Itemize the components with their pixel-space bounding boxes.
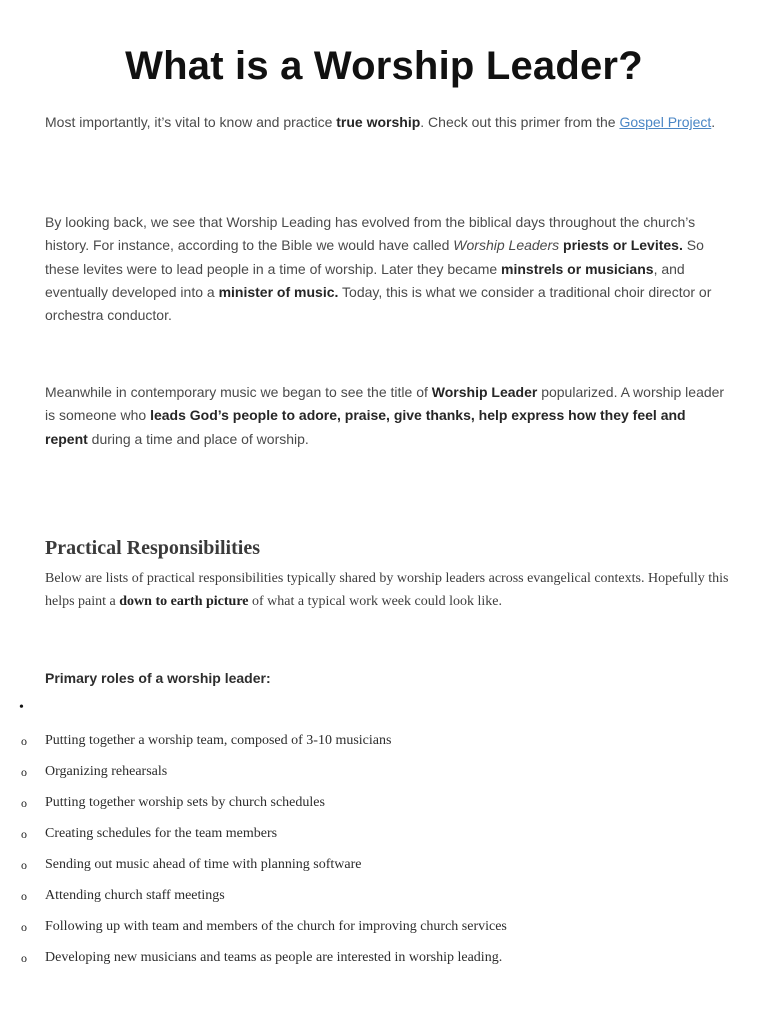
list-item-text: Creating schedules for the team members bbox=[45, 826, 278, 841]
section-heading-practical: Practical Responsibilities bbox=[45, 537, 260, 559]
practical-paragraph bbox=[45, 567, 735, 613]
intro-text: . bbox=[711, 114, 716, 130]
list-item-text: Putting together worship sets by church schedules bbox=[45, 795, 325, 810]
contemporary-text: Meanwhile in contemporary music we began to see the title of bbox=[45, 384, 432, 400]
history-bold-minister: minister of music. bbox=[218, 283, 339, 300]
intro-paragraph bbox=[45, 111, 725, 134]
bullet-marker: o bbox=[21, 889, 27, 903]
bullet-marker: o bbox=[21, 920, 27, 934]
empty-bullet: • bbox=[19, 700, 24, 715]
bullet-marker: o bbox=[21, 827, 27, 841]
history-text: , and eventually developed into a bbox=[45, 260, 685, 300]
list-item-text: Following up with team and members of the church for improving church services bbox=[45, 919, 507, 934]
history-bold-priests: priests or Levites. bbox=[563, 237, 683, 254]
list-item-text: Sending out music ahead of time with planning software bbox=[45, 857, 362, 872]
history-text: By looking back, we see that Worship Leading has evolved from the biblical days throughout the church’s history. For instance, according to the Bible we would have called bbox=[45, 214, 696, 254]
bullet-marker: o bbox=[21, 765, 27, 779]
bullet-marker: o bbox=[21, 734, 27, 748]
practical-bold: down to earth picture bbox=[119, 594, 249, 609]
contemporary-paragraph bbox=[45, 381, 725, 451]
history-paragraph bbox=[45, 211, 725, 327]
list-item bbox=[0, 884, 768, 915]
list-item bbox=[0, 791, 768, 822]
bullet-marker: o bbox=[21, 858, 27, 872]
history-bold-minstrels: minstrels or musicians bbox=[501, 260, 654, 277]
roles-list bbox=[0, 729, 768, 977]
practical-text: of what a typical work week could look like. bbox=[248, 594, 502, 609]
list-item-text: Developing new musicians and teams as people are interested in worship leading. bbox=[45, 950, 503, 965]
list-item bbox=[0, 729, 768, 760]
list-item bbox=[0, 946, 768, 977]
intro-text: . Check out this primer from the bbox=[420, 114, 620, 130]
bullet-marker: o bbox=[21, 951, 27, 965]
history-text: So these levites were to lead people in a time of worship. Later they became bbox=[45, 237, 704, 277]
contemporary-text: popularized. A worship leader is someone who bbox=[45, 384, 725, 424]
list-item bbox=[0, 853, 768, 884]
list-item-text: Putting together a worship team, composed of 3-10 musicians bbox=[45, 733, 392, 748]
contemporary-bold-definition: leads God’s people to adore, praise, give thanks, help express how they feel and repent bbox=[45, 407, 686, 447]
list-item bbox=[0, 915, 768, 946]
list-item-text: Organizing rehearsals bbox=[45, 764, 168, 779]
intro-bold-true-worship: true worship bbox=[336, 114, 421, 130]
history-italic: Worship Leaders bbox=[453, 237, 560, 254]
contemporary-bold-worship-leader: Worship Leader bbox=[431, 384, 538, 400]
gospel-project-link[interactable]: Gospel Project bbox=[619, 114, 712, 130]
history-text: Today, this is what we consider a traditional choir director or orchestra conductor. bbox=[45, 283, 712, 324]
list-item bbox=[0, 760, 768, 791]
roles-heading: Primary roles of a worship leader: bbox=[45, 670, 271, 686]
intro-text: Most importantly, it’s vital to know and practice bbox=[45, 114, 337, 130]
page-title: What is a Worship Leader? bbox=[125, 44, 643, 88]
contemporary-text: during a time and place of worship. bbox=[87, 430, 309, 447]
list-item bbox=[0, 822, 768, 853]
list-item-text: Attending church staff meetings bbox=[45, 888, 225, 903]
practical-text: Below are lists of practical responsibilities typically shared by worship leaders across evangelical contexts. Hopefully this helps paint a bbox=[45, 571, 729, 609]
bullet-marker: o bbox=[21, 796, 27, 810]
